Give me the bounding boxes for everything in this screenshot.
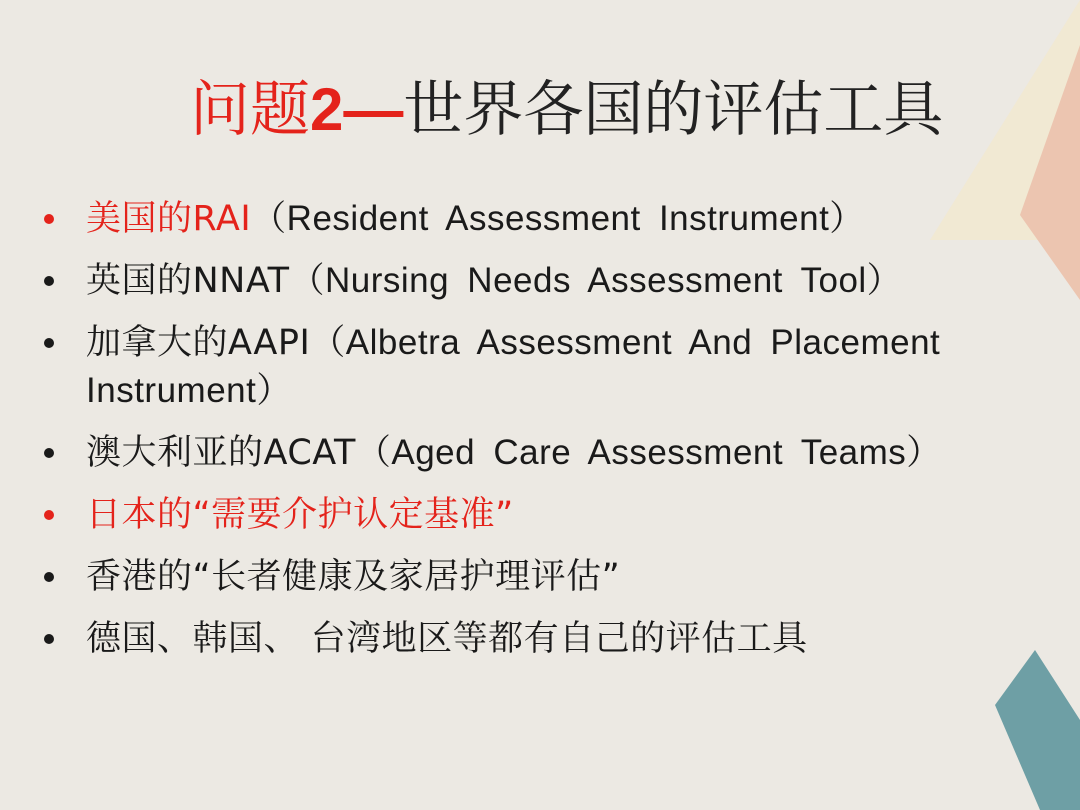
title-number: 2	[310, 76, 344, 143]
bullet-label: 加拿大的AAPI	[86, 323, 311, 363]
bullet-dot-icon	[44, 214, 54, 224]
bullet-item-australia	[0, 429, 1040, 477]
bullet-label: 美国的RAI	[86, 199, 252, 239]
bullet-item-others	[0, 615, 1040, 663]
bullet-item-japan	[0, 491, 1040, 539]
bullet-item-uk	[0, 257, 1040, 305]
bullet-detail: （Aged Care Assessment Teams）	[355, 433, 942, 472]
bullet-dot-icon	[44, 338, 54, 348]
bullet-label: 英国的NNAT	[86, 261, 290, 301]
bullet-dot-icon	[44, 276, 54, 286]
slide-title	[190, 70, 1050, 150]
bullet-label: 德国、韩国、 台湾地区等都有自己的评估工具	[86, 619, 808, 659]
bullet-label: 香港的“长者健康及家居护理评估”	[86, 557, 621, 597]
bullet-dot-icon	[44, 634, 54, 644]
title-main: 世界各国的评估工具	[403, 75, 944, 145]
bullet-item-canada	[0, 319, 1040, 415]
bullet-label: 澳大利亚的ACAT	[86, 433, 356, 473]
bullet-dot-icon	[44, 510, 54, 520]
bullet-dot-icon	[44, 572, 54, 582]
bullet-detail: （Nursing Needs Assessment Tool）	[289, 261, 903, 300]
title-dash: —	[343, 76, 404, 143]
bullet-detail: （Resident Assessment Instrument）	[251, 199, 865, 238]
bullet-dot-icon	[44, 448, 54, 458]
bullet-detail: （Albetra Assessment And Placement Instrument）	[86, 323, 941, 410]
bullet-item-usa	[0, 195, 1040, 243]
title-prefix: 问题	[190, 75, 310, 145]
bullet-list	[0, 195, 1040, 677]
bullet-item-hongkong	[0, 553, 1040, 601]
bullet-label: 日本的“需要介护认定基准”	[86, 495, 514, 535]
